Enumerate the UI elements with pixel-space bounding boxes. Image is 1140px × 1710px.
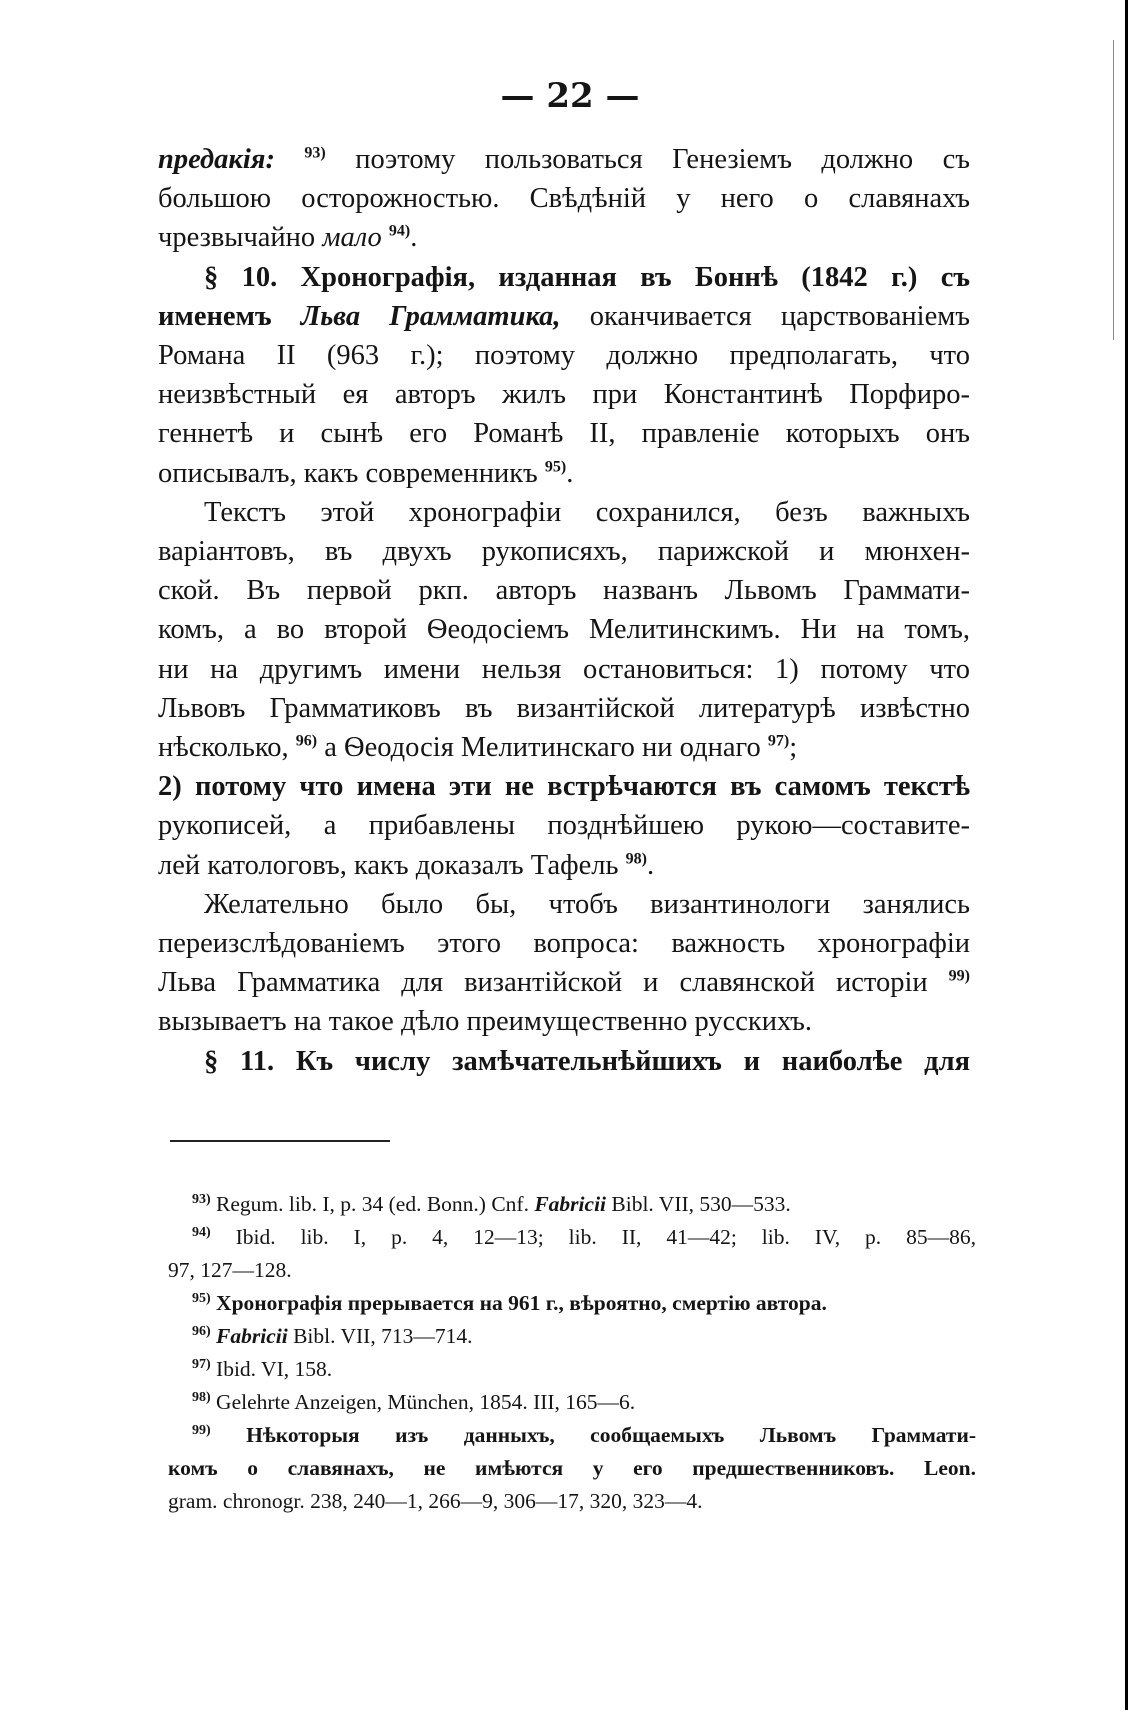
text-line-20: Желательно было бы, чтобъ византинологи занялись <box>204 888 970 920</box>
footnote-98: $^{98)}$ Gelehrte Anzeigen, München, 1854. III, 165—6. <box>192 1389 636 1414</box>
main-text <box>158 140 970 1081</box>
footnote-99: $^{99)}$ Нѣкоторыя изъ данныхъ, сообщаемыхъ Львомъ Граммати- <box>192 1422 976 1447</box>
text-line-9: описывалъ, какъ современникъ $^{95)}$. <box>158 457 574 489</box>
text-line-1: предакія: $^{93)}$ поэтому пользоваться Генезіемъ должно съ <box>158 144 971 175</box>
footnote-94-cont: 97, 127—128. <box>168 1258 292 1282</box>
footnote-99-cont2: gram. chronogr. 238, 240—1, 266—9, 306—17, 320, 323—4. <box>168 1489 703 1513</box>
text-line-18: рукописей, а прибавлены позднѣйшею рукою—составите- <box>158 810 970 842</box>
footnote-divider <box>170 1140 390 1142</box>
text-line-2: большою осторожностью. Свѣдѣній у него о славянахъ <box>158 183 970 215</box>
text-line-22: Льва Грамматика для византійской и славянской исторіи $^{99)}$ <box>158 967 970 999</box>
footnotes <box>168 1188 976 1518</box>
text-line-13: комъ, а во второй Ѳеодосіемъ Мелитинскимъ. Ни на томъ, <box>158 614 970 646</box>
text-line-24: § 11. Къ числу замѣчательнѣйшихъ и наиболѣе для <box>204 1045 970 1077</box>
footnote-95: $^{95)}$ Хронографія прерывается на 961 г., вѣроятно, смертію автора. <box>192 1290 827 1315</box>
text-line-15: Львовъ Грамматиковъ въ византійской литературѣ извѣстно <box>158 692 970 724</box>
footnote-99-cont: комъ о славянахъ, не имѣются у его предшественниковъ. Leon. <box>168 1456 976 1480</box>
footnote-96: $^{96)}$ Fabricii Bibl. VII, 713—714. <box>192 1323 473 1348</box>
text-line-14: ни на другимъ имени нельзя остановиться: 1) потому что <box>158 653 970 685</box>
text-line-19: лей катологовъ, какъ доказалъ Тафель $^{98)}$. <box>158 849 655 881</box>
text-line-16: нѣсколько, $^{96)}$ а Ѳеодосія Мелитинскаго ни однаго $^{97)}$; <box>158 732 798 764</box>
footnote-94: $^{94)}$ Ibid. lib. I, p. 4, 12—13; lib. II, 41—42; lib. IV, p. 85—86, <box>192 1224 976 1249</box>
text-line-5: именемъ Льва Грамматика, оканчивается царствованіемъ <box>158 300 970 332</box>
page-number: — 22 — <box>500 76 640 116</box>
text-line-3: чрезвычайно мало $^{94)}$. <box>158 222 418 254</box>
text-line-7: неизвѣстный ея авторъ жилъ при Константинѣ Порфиро- <box>158 379 970 411</box>
text-line-8: геннетѣ и сынѣ его Романѣ II, правленіе которыхъ онъ <box>158 418 970 450</box>
text-line-4: § 10. Хронографія, изданная въ Боннѣ (1842 г.) съ <box>204 261 971 293</box>
scan-edge <box>1125 0 1128 1710</box>
text-line-11: варіантовъ, въ двухъ рукописяхъ, парижской и мюнхен- <box>158 536 970 568</box>
footnote-97: $^{97)}$ Ibid. VI, 158. <box>192 1356 333 1381</box>
text-line-6: Романа II (963 г.); поэтому должно предполагать, что <box>158 340 970 372</box>
text-line-10: Текстъ этой хронографіи сохранился, безъ важныхъ <box>204 496 970 528</box>
text-line-17: 2) потому что имена эти не встрѣчаются въ самомъ текстѣ <box>158 771 970 803</box>
text-line-21: переизслѣдованіемъ этого вопроса: важность хронографіи <box>158 928 970 960</box>
footnote-93: $^{93)}$ Regum. lib. I, p. 34 (ed. Bonn.) Cnf. Fabricii Bibl. VII, 530—533. <box>192 1191 791 1216</box>
text-line-23: вызываетъ на такое дѣло преимущественно русскихъ. <box>158 1006 812 1038</box>
text-line-12: ской. Въ первой ркп. авторъ названъ Львомъ Граммати- <box>158 575 970 607</box>
